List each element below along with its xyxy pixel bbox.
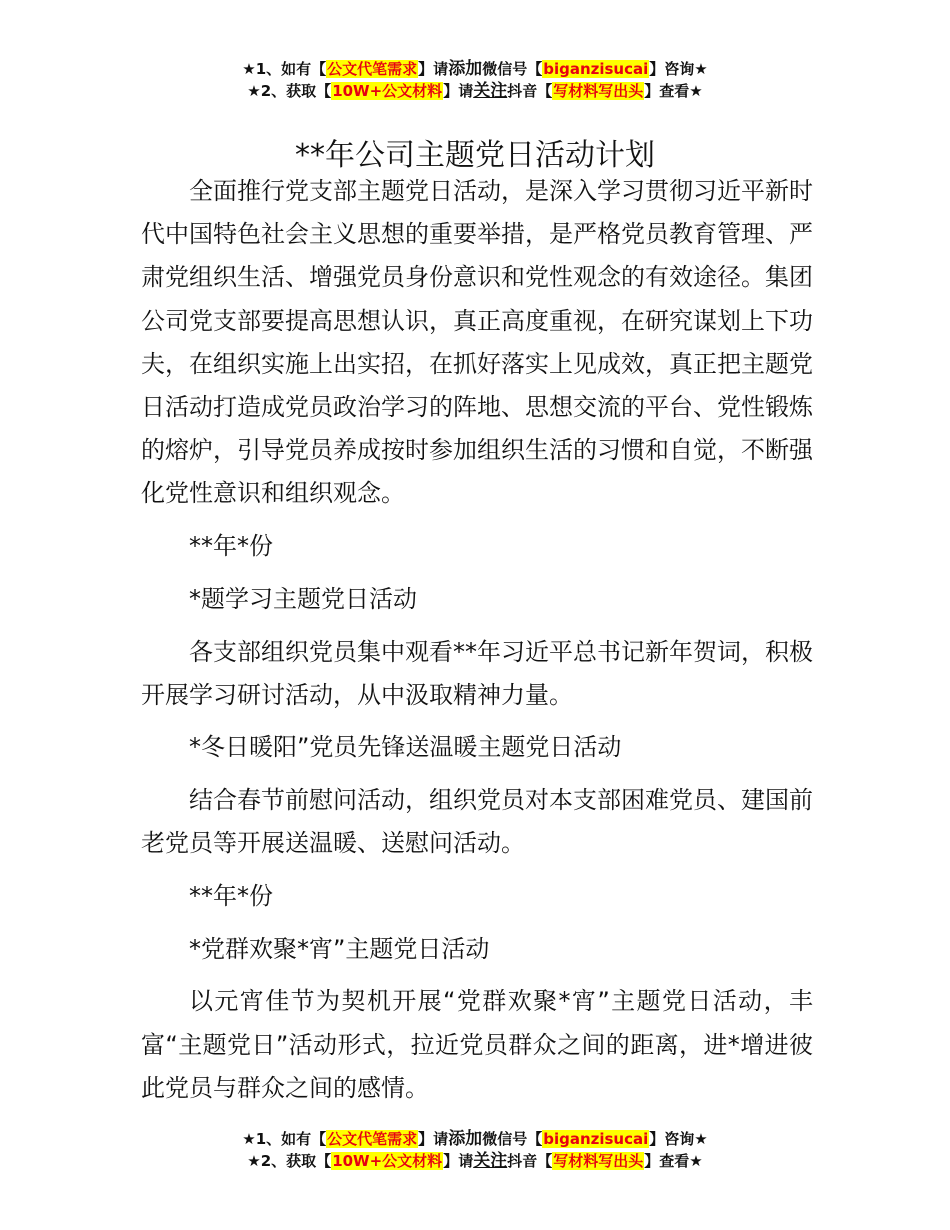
banner-line-2 [0, 80, 950, 102]
footer-banner [0, 1128, 950, 1172]
highlight-materials: 10W+公文材料 [332, 82, 443, 100]
highlight-douyin-id: 写材料写出头 [553, 1152, 644, 1170]
banner-text: 微信号【 [482, 60, 543, 78]
highlight-wechat-id: biganzisucai [543, 1130, 649, 1148]
header-banner [0, 58, 950, 102]
banner-text: 抖音【 [507, 82, 553, 100]
highlight-service: 公文代笔需求 [327, 1130, 418, 1148]
activity-description: 以元宵佳节为契机开展“党群欢聚*宵”主题党日活动，丰富“主题党日”活动形式，拉近党员群众之间的距离，进*增进彼此党员与群众之间的感情。 [141, 987, 813, 1102]
banner-text: 】查看★ [644, 1152, 703, 1170]
banner-text: ★1、如有【 [242, 1130, 327, 1148]
banner-text: 微信号【 [482, 1130, 543, 1148]
emphasis-add: 添加 [448, 1129, 483, 1149]
banner-text: 】请 [443, 1152, 474, 1170]
banner-text: ★1、如有【 [242, 60, 327, 78]
banner-line-1 [0, 1128, 950, 1150]
highlight-materials: 10W+公文材料 [332, 1152, 443, 1170]
banner-line-2 [0, 1150, 950, 1172]
banner-text: 】请 [418, 1130, 449, 1148]
activity-heading: *冬日暖阳”党员先锋送温暖主题党日活动 [189, 733, 622, 762]
activity-heading: *题学习主题党日活动 [189, 584, 417, 613]
banner-text: 抖音【 [507, 1152, 553, 1170]
banner-text: 】请 [418, 60, 449, 78]
highlight-service: 公文代笔需求 [327, 60, 418, 78]
emphasis-follow: 关注 [473, 1151, 508, 1171]
highlight-douyin-id: 写材料写出头 [553, 82, 644, 100]
banner-text: 】请 [443, 82, 474, 100]
paragraph-intro: 全面推行党支部主题党日活动，是深入学习贯彻习近平新时代中国特色社会主义思想的重要举措，是严格党员教育管理、严肃党组织生活、增强党员身份意识和党性观念的有效途径。集团公司党支部要提高思想认识，真正高度重视，在研究谋划上下功夫，在组织实施上出实招，在抓好落实上见成效，真正把主题党日活动打造成党员政治学习的阵地、思想交流的平台、党性锻炼的熔炉，引导党员养成按时参加组织生活的习惯和自觉，不断强化党性意识和组织观念。 [141, 177, 813, 508]
emphasis-follow: 关注 [473, 81, 508, 101]
highlight-wechat-id: biganzisucai [543, 60, 649, 78]
banner-text: ★2、获取【 [247, 82, 332, 100]
activity-heading: *党群欢聚*宵”主题党日活动 [189, 934, 490, 963]
month-heading: **年*份 [189, 882, 273, 911]
document-title: **年公司主题党日活动计划 [295, 138, 655, 174]
banner-text: ★2、获取【 [247, 1152, 332, 1170]
banner-text: 】查看★ [644, 82, 703, 100]
emphasis-add: 添加 [448, 59, 483, 79]
document-body [141, 170, 813, 1120]
activity-description: 各支部组织党员集中观看**年习近平总书记新年贺词，积极开展学习研讨活动，从中汲取精神力量。 [141, 637, 813, 709]
banner-text: 】咨询★ [649, 60, 708, 78]
banner-text: 】咨询★ [649, 1130, 708, 1148]
activity-description: 结合春节前慰问活动，组织党员对本支部困难党员、建国前老党员等开展送温暖、送慰问活动。 [141, 786, 813, 858]
month-heading: **年*份 [189, 532, 273, 561]
banner-line-1 [0, 58, 950, 80]
